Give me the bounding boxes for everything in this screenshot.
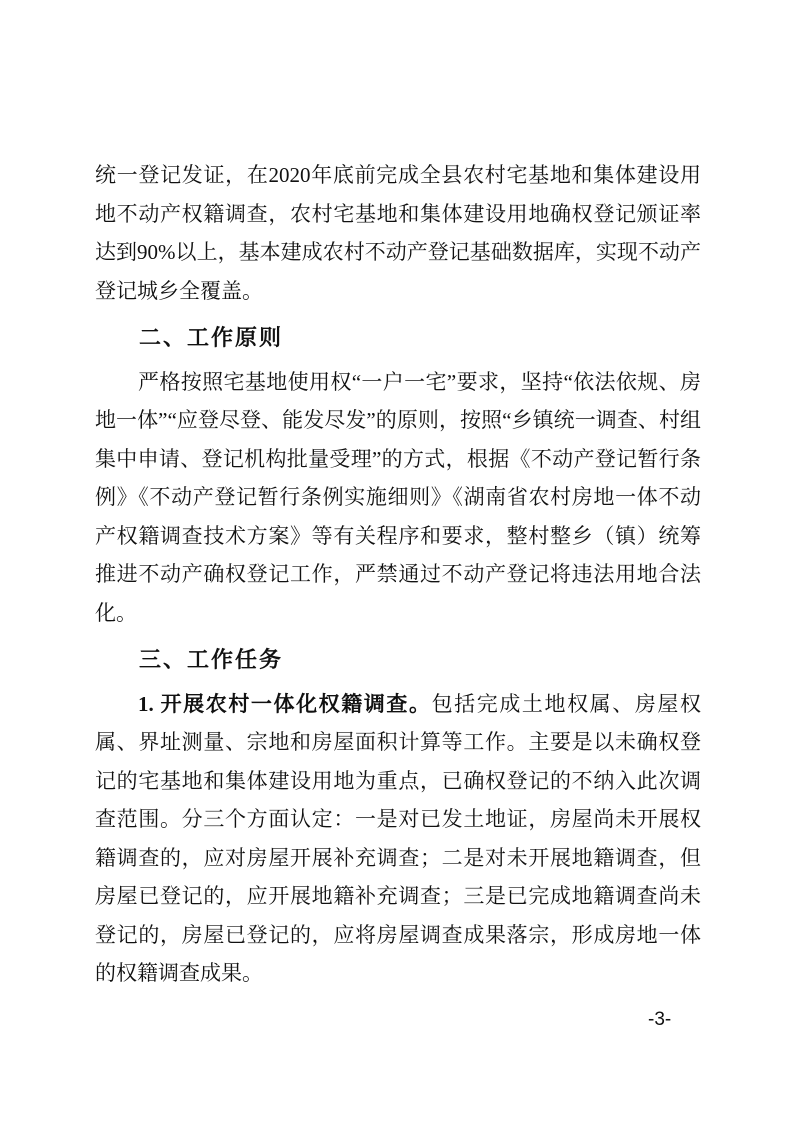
section-heading-work-principles: 二、工作原则 — [139, 325, 284, 350]
paragraph-continued: 统一登记发证，在2020年底前完成全县农村宅基地和集体建设用地不动产权籍调查，农村宅基地和集体建设用地确权登记颁证率达到90%以上，基本建成农村不动产登记基础数据库，实现不动产登记城乡全覆盖。 — [95, 163, 701, 303]
task-1-body-text: 包括完成土地权属、房屋权属、界址测量、宗地和房屋面积计算等工作。主要是以未确权登记的宅基地和集体建设用地为重点，已确权登记的不纳入此次调查范围。分三个方面认定：一是对已发土地证，房屋尚未开展权籍调查的，应对房屋开展补充调查；二是对未开展地籍调查，但房屋已登记的，应开展地籍补充调查；三是已完成地籍调查尚未登记的，房屋已登记的，应将房屋调查成果落宗，形成房地一体的权籍调查成果。 — [95, 691, 702, 985]
task-1-bold-lead: 1. 开展农村一体化权籍调查。 — [138, 691, 432, 716]
page-number: -3- — [648, 1009, 672, 1030]
document-body — [95, 156, 701, 993]
section-heading-work-tasks: 三、工作任务 — [139, 647, 284, 672]
paragraph-work-principles: 严格按照宅基地使用权“一户一宅”要求，坚持“依法依规、房地一体”“应登尽登、能发尽发”的原则，按照“乡镇统一调查、村组集中申请、登记机构批量受理”的方式，根据《不动产登记暂行条例》《不动产登记暂行条例实施细则》《湖南省农村房地一体不动产权籍调查技术方案》等有关程序和要求，整村整乡（镇）统筹推进不动产确权登记工作，严禁通过不动产登记将违法用地合法化。 — [95, 369, 701, 625]
paragraph-task-1 — [95, 685, 701, 993]
